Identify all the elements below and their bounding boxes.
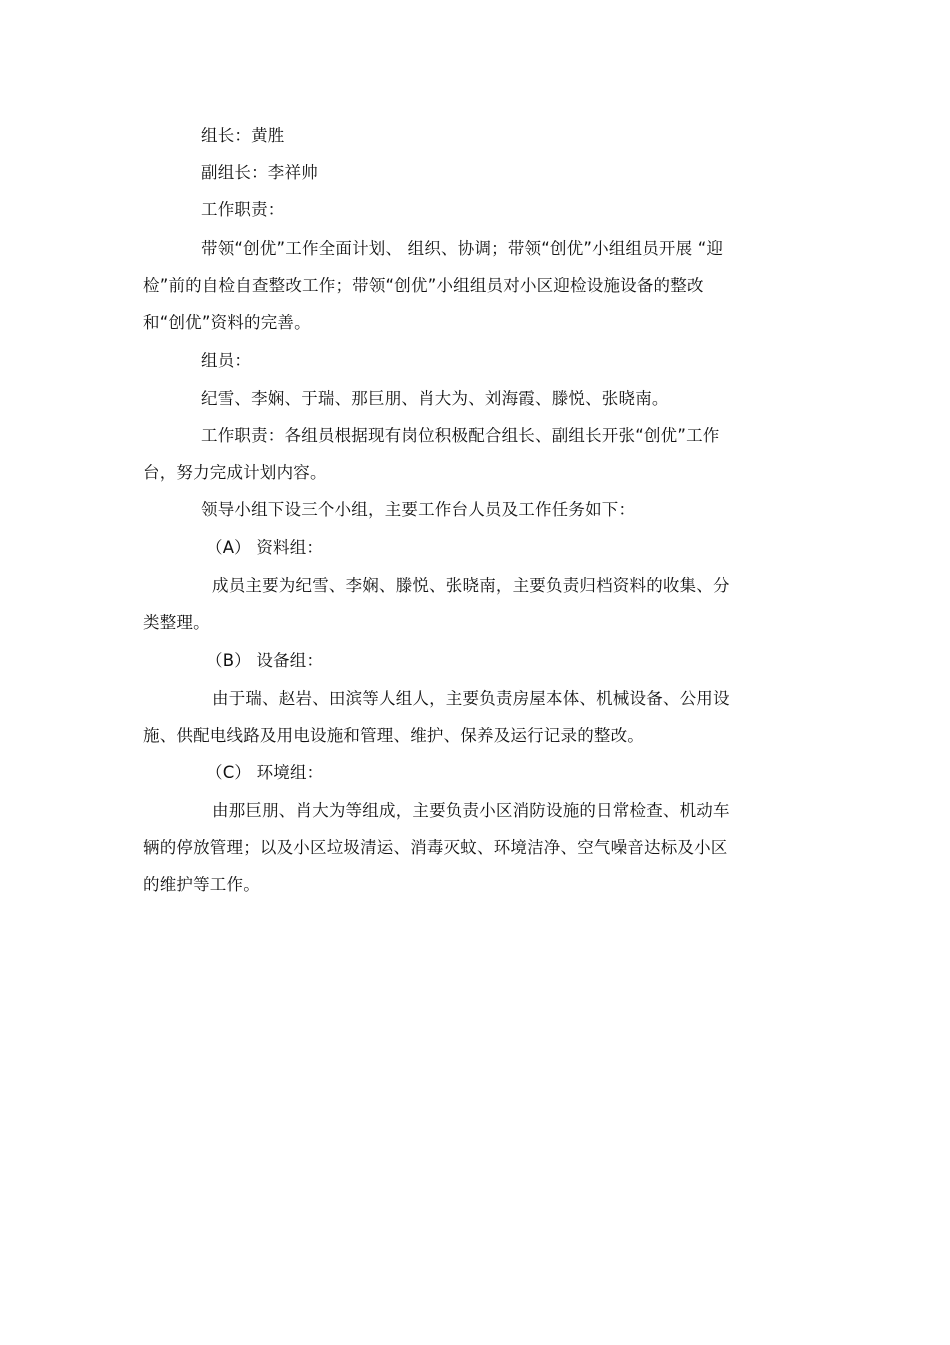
subgroups-intro: 领导小组下设三个小组，主要工作台人员及工作任务如下： bbox=[201, 500, 636, 519]
leader-line: 组长：黄胜 bbox=[201, 126, 285, 145]
duty-paragraph-line: 检”前的自检自查整改工作；带领“创优”小组组员对小区迎检设施设备的整改 bbox=[143, 276, 704, 295]
group-c-line: 由那巨朋、肖大为等组成，主要负责小区消防设施的日常检查、机动车 bbox=[212, 801, 730, 820]
duty-paragraph-line: 带领“创优”工作全面计划、 组织、协调；带领“创优”小组组员开展 “迎 bbox=[201, 239, 724, 258]
group-c-line: 的维护等工作。 bbox=[143, 875, 260, 894]
deputy-leader-line: 副组长：李祥帅 bbox=[201, 163, 318, 182]
duty-paragraph-line: 和“创优”资料的完善。 bbox=[143, 313, 311, 332]
duty-heading: 工作职责： bbox=[201, 200, 285, 219]
members-duty-line: 工作职责：各组员根据现有岗位积极配合组长、副组长开张“创优”工作 bbox=[201, 426, 720, 445]
group-b-heading: （B） 设备组： bbox=[206, 651, 324, 670]
group-a-heading: （A） 资料组： bbox=[206, 538, 324, 557]
members-duty-line: 台，努力完成计划内容。 bbox=[143, 463, 327, 482]
group-c-line: 辆的停放管理；以及小区垃圾清运、消毒灭蚊、环境洁净、空气噪音达标及小区 bbox=[143, 838, 728, 857]
group-c-heading: （C） 环境组： bbox=[206, 763, 324, 782]
group-a-line: 类整理。 bbox=[143, 613, 210, 632]
group-b-line: 由于瑞、赵岩、田滨等人组人，主要负责房屋本体、机械设备、公用设 bbox=[212, 689, 730, 708]
group-a-line: 成员主要为纪雪、李娴、滕悦、张晓南，主要负责归档资料的收集、分 bbox=[212, 576, 730, 595]
members-heading: 组员： bbox=[201, 351, 252, 370]
members-list: 纪雪、李娴、于瑞、那巨朋、肖大为、刘海霞、滕悦、张晓南。 bbox=[201, 389, 669, 408]
group-b-line: 施、供配电线路及用电设施和管理、维护、保养及运行记录的整改。 bbox=[143, 726, 644, 745]
